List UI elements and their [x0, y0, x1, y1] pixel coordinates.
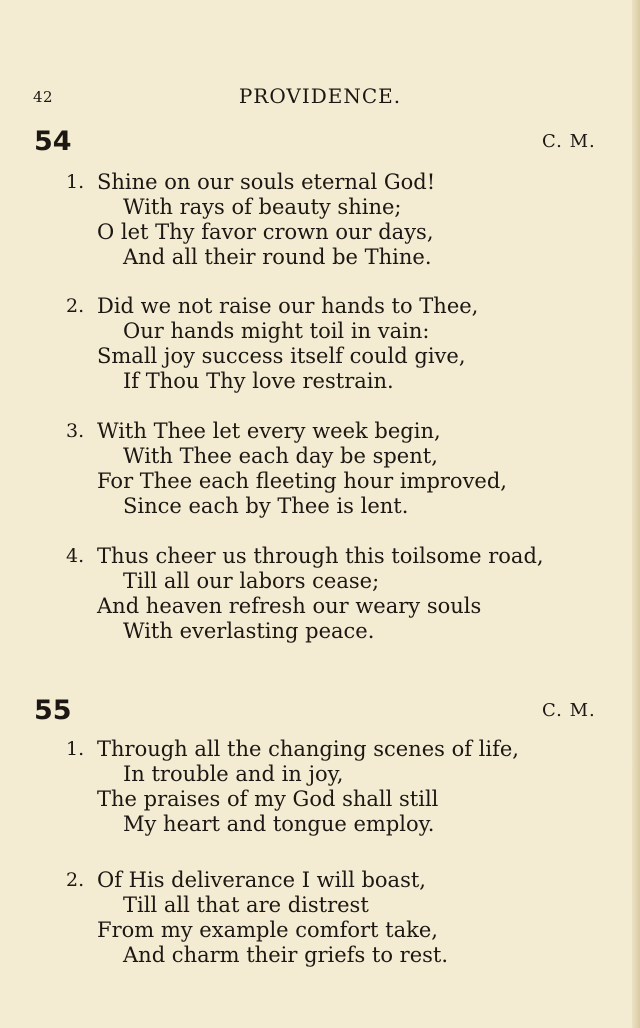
stanza-number: 2. — [66, 869, 85, 891]
hymn-number: 55 — [34, 695, 72, 726]
verse-line: O let Thy favor crown our days, — [97, 220, 434, 244]
verse-line: Since each by Thee is lent. — [123, 494, 409, 518]
hymn-meter: C. M. — [542, 131, 596, 152]
verse-line: And heaven refresh our weary souls — [97, 594, 482, 618]
stanza-number: 4. — [66, 545, 85, 567]
verse-line: In trouble and in joy, — [123, 762, 344, 786]
verse-line: With Thee each day be spent, — [123, 444, 438, 468]
verse-line: Our hands might toil in vain: — [123, 319, 430, 343]
verse-line: My heart and tongue employ. — [123, 812, 435, 836]
verse-line: Shine on our souls eternal God! — [97, 170, 436, 194]
hymn-meter: C. M. — [542, 700, 596, 721]
verse-line: Did we not raise our hands to Thee, — [97, 294, 479, 318]
stanza-number: 3. — [66, 420, 85, 442]
page-edge — [632, 0, 640, 1028]
verse-line: For Thee each fleeting hour improved, — [97, 469, 507, 493]
verse-line: Till all our labors cease; — [123, 569, 380, 593]
page-number: 42 — [33, 88, 54, 106]
verse-line: Of His deliverance I will boast, — [97, 868, 426, 892]
stanza-number: 2. — [66, 295, 85, 317]
verse-line: With everlasting peace. — [123, 619, 375, 643]
verse-line: Till all that are distrest — [123, 893, 369, 917]
running-head: PROVIDENCE. — [238, 84, 402, 108]
verse-line: And all their round be Thine. — [123, 245, 432, 269]
verse-line: If Thou Thy love restrain. — [123, 369, 394, 393]
verse-line: With rays of beauty shine; — [123, 195, 402, 219]
verse-line: And charm their griefs to rest. — [123, 943, 449, 967]
stanza-number: 1. — [66, 171, 85, 193]
verse-line: With Thee let every week begin, — [97, 419, 441, 443]
hymn-number: 54 — [34, 126, 72, 157]
verse-line: Thus cheer us through this toilsome road, — [97, 544, 544, 568]
verse-line: From my example comfort take, — [97, 918, 438, 942]
stanza-number: 1. — [66, 738, 85, 760]
verse-line: The praises of my God shall still — [97, 787, 439, 811]
verse-line: Small joy success itself could give, — [97, 344, 466, 368]
verse-line: Through all the changing scenes of life, — [97, 737, 519, 761]
